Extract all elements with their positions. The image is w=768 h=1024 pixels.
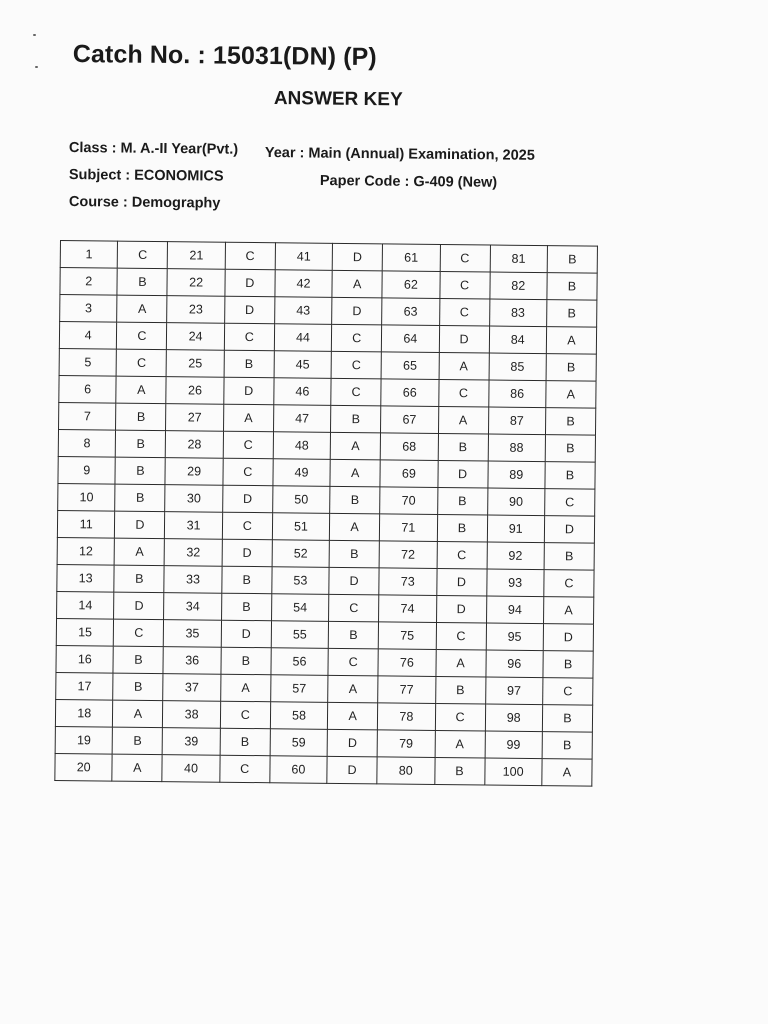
answer-cell: B [329, 540, 379, 568]
answer-cell: A [330, 432, 380, 460]
question-number: 69 [380, 460, 438, 488]
answer-cell: D [329, 567, 379, 595]
answer-cell: D [224, 377, 274, 405]
question-number: 100 [484, 758, 542, 786]
answer-cell: B [115, 457, 165, 485]
answer-cell: D [437, 460, 487, 488]
answer-cell: B [224, 350, 274, 378]
question-number: 35 [164, 620, 222, 648]
course-line [69, 194, 221, 212]
question-number: 30 [165, 485, 223, 513]
answer-cell: C [437, 541, 487, 569]
question-number: 6 [59, 375, 117, 403]
answer-cell: A [223, 404, 273, 432]
answer-cell: A [330, 459, 380, 487]
answer-cell: C [543, 678, 593, 706]
question-number: 41 [275, 243, 333, 271]
class-value: M. A.-II Year(Pvt.) [120, 140, 239, 158]
question-number: 21 [168, 242, 226, 270]
question-number: 25 [166, 350, 224, 378]
question-number: 32 [164, 539, 222, 567]
answer-cell: A [435, 649, 485, 677]
question-number: 95 [486, 623, 544, 651]
question-number: 46 [274, 378, 332, 406]
answer-cell: C [222, 512, 272, 540]
paper-code-line [320, 173, 497, 191]
answer-cell: D [332, 297, 382, 325]
question-number: 76 [378, 649, 436, 677]
answer-cell: B [221, 593, 271, 621]
question-number: 40 [162, 755, 220, 783]
question-number: 3 [60, 295, 118, 323]
answer-cell: B [545, 435, 595, 463]
answer-cell: B [220, 728, 270, 756]
answer-cell: D [327, 729, 377, 757]
catch-number: Catch No. : 15031(DN) (P) [72, 40, 377, 72]
answer-cell: C [439, 271, 489, 299]
question-number: 86 [488, 380, 546, 408]
answer-cell: A [435, 730, 485, 758]
question-number: 37 [163, 674, 221, 702]
question-number: 74 [379, 595, 437, 623]
scan-mark [33, 34, 36, 36]
answer-cell: C [114, 619, 164, 647]
answer-cell: B [544, 543, 594, 571]
answer-cell: D [436, 568, 486, 596]
year-line [265, 145, 535, 164]
answer-cell: A [439, 352, 489, 380]
paper-code-label: Paper Code : [319, 173, 410, 190]
question-number: 43 [274, 297, 332, 325]
question-number: 23 [167, 296, 225, 324]
answer-cell: A [115, 538, 165, 566]
question-number: 10 [58, 483, 116, 511]
answer-cell: C [225, 242, 275, 270]
question-number: 16 [56, 645, 114, 673]
answer-cell: A [328, 702, 378, 730]
question-number: 89 [487, 461, 545, 489]
subject-label: Subject : [68, 167, 131, 184]
question-number: 28 [166, 431, 224, 459]
answer-cell: A [543, 597, 593, 625]
answer-cell: D [332, 243, 382, 271]
document-title: ANSWER KEY [273, 88, 403, 111]
question-number: 98 [485, 704, 543, 732]
question-number: 92 [487, 542, 545, 570]
question-number: 97 [485, 677, 543, 705]
answer-cell: C [435, 703, 485, 731]
question-number: 73 [379, 568, 437, 596]
question-number: 64 [381, 325, 439, 353]
answer-cell: A [220, 674, 270, 702]
answer-cell: B [434, 757, 484, 785]
answer-cell: B [546, 354, 596, 382]
answer-cell: D [225, 269, 275, 297]
answer-cell: B [545, 408, 595, 436]
answer-cell: B [545, 462, 595, 490]
question-number: 90 [487, 488, 545, 516]
question-number: 63 [382, 298, 440, 326]
question-number: 48 [273, 432, 331, 460]
question-number: 14 [57, 591, 115, 619]
question-number: 81 [490, 245, 548, 273]
question-number: 4 [59, 322, 117, 350]
answer-cell: D [115, 511, 165, 539]
question-number: 59 [270, 729, 328, 757]
answer-cell: A [116, 376, 166, 404]
answer-cell: C [223, 458, 273, 486]
answer-cell: A [117, 295, 167, 323]
question-number: 93 [486, 569, 544, 597]
answer-cell: C [436, 622, 486, 650]
question-number: 70 [380, 487, 438, 515]
question-number: 33 [164, 566, 222, 594]
answer-cell: B [547, 246, 597, 274]
question-number: 45 [274, 351, 332, 379]
question-number: 87 [488, 407, 546, 435]
question-number: 11 [57, 510, 115, 538]
answer-cell: C [118, 241, 168, 269]
answer-cell: D [436, 595, 486, 623]
question-number: 65 [381, 352, 439, 380]
answer-cell: B [435, 676, 485, 704]
question-number: 80 [377, 757, 435, 785]
question-number: 99 [485, 731, 543, 759]
question-number: 58 [270, 702, 328, 730]
class-label: Class : [68, 140, 117, 157]
answer-cell: D [222, 539, 272, 567]
answer-cell: C [220, 755, 270, 783]
question-number: 78 [378, 703, 436, 731]
answer-cell: C [116, 349, 166, 377]
answer-cell: C [223, 431, 273, 459]
answer-cell: B [117, 268, 167, 296]
scan-mark [35, 66, 38, 68]
answer-cell: B [116, 403, 166, 431]
answer-cell: D [222, 485, 272, 513]
answer-key-table [54, 240, 598, 787]
question-number: 54 [271, 594, 329, 622]
answer-cell: B [113, 673, 163, 701]
answer-cell: B [328, 621, 378, 649]
question-number: 50 [272, 486, 330, 514]
question-number: 34 [164, 593, 222, 621]
question-number: 67 [381, 406, 439, 434]
answer-cell: B [221, 647, 271, 675]
answer-cell: B [113, 727, 163, 755]
answer-cell: D [114, 592, 164, 620]
question-number: 84 [489, 326, 547, 354]
question-number: 20 [55, 753, 113, 781]
question-number: 56 [271, 648, 329, 676]
question-number: 8 [58, 429, 116, 457]
answer-cell: A [332, 270, 382, 298]
question-number: 77 [378, 676, 436, 704]
question-number: 85 [489, 353, 547, 381]
answer-cell: D [439, 325, 489, 353]
question-number: 62 [382, 271, 440, 299]
question-number: 55 [271, 621, 329, 649]
question-number: 19 [55, 726, 113, 754]
question-number: 39 [162, 728, 220, 756]
answer-key-table-body [55, 241, 598, 787]
question-number: 83 [489, 299, 547, 327]
answer-cell: C [328, 648, 378, 676]
question-number: 2 [60, 268, 118, 296]
answer-cell: B [437, 514, 487, 542]
question-number: 42 [275, 270, 333, 298]
answer-cell: B [542, 705, 592, 733]
question-number: 49 [273, 459, 331, 487]
question-number: 27 [166, 404, 224, 432]
question-number: 7 [59, 402, 117, 430]
question-number: 13 [57, 564, 115, 592]
class-line [69, 140, 238, 158]
answer-cell: D [544, 516, 594, 544]
question-number: 1 [60, 241, 118, 269]
answer-cell: C [220, 701, 270, 729]
answer-cell: B [542, 732, 592, 760]
course-value: Demography [131, 194, 221, 212]
question-number: 72 [379, 541, 437, 569]
subject-value: ECONOMICS [134, 167, 224, 185]
question-number: 88 [488, 434, 546, 462]
answer-cell: B [547, 300, 597, 328]
question-number: 29 [165, 458, 223, 486]
question-number: 66 [381, 379, 439, 407]
question-number: 26 [166, 377, 224, 405]
answer-cell: B [116, 430, 166, 458]
question-number: 18 [55, 699, 113, 727]
question-number: 22 [167, 269, 225, 297]
answer-cell: A [330, 513, 380, 541]
answer-cell: B [113, 646, 163, 674]
answer-cell: D [543, 624, 593, 652]
answer-cell: A [112, 754, 162, 782]
answer-cell: C [544, 570, 594, 598]
question-number: 44 [274, 324, 332, 352]
paper-code-value: G-409 (New) [413, 173, 498, 191]
answer-cell: C [117, 322, 167, 350]
answer-cell: B [115, 484, 165, 512]
answer-cell: B [438, 433, 488, 461]
answer-cell: A [546, 381, 596, 409]
question-number: 94 [486, 596, 544, 624]
question-number: 24 [167, 323, 225, 351]
question-number: 79 [377, 730, 435, 758]
question-number: 17 [56, 672, 114, 700]
answer-cell: C [438, 379, 488, 407]
question-number: 38 [163, 701, 221, 729]
year-value: Main (Annual) Examination, 2025 [308, 145, 535, 164]
answer-cell: A [328, 675, 378, 703]
answer-cell: C [329, 594, 379, 622]
year-label: Year : [264, 145, 305, 162]
question-number: 31 [165, 512, 223, 540]
question-number: 47 [273, 405, 331, 433]
answer-cell: A [542, 759, 592, 787]
question-number: 91 [487, 515, 545, 543]
question-number: 60 [270, 756, 328, 784]
question-number: 82 [489, 272, 547, 300]
question-number: 5 [59, 348, 117, 376]
answer-cell: C [439, 298, 489, 326]
question-number: 15 [56, 618, 114, 646]
answer-cell: B [437, 487, 487, 515]
question-number: 75 [378, 622, 436, 650]
answer-cell: A [546, 327, 596, 355]
question-number: 51 [272, 513, 330, 541]
answer-cell: D [327, 756, 377, 784]
answer-cell: A [438, 406, 488, 434]
question-number: 96 [485, 650, 543, 678]
question-number: 71 [379, 514, 437, 542]
answer-cell: C [440, 244, 490, 272]
table-row [55, 753, 592, 786]
subject-line [69, 167, 224, 185]
answer-cell: B [331, 405, 381, 433]
question-number: 53 [272, 567, 330, 595]
answer-cell: D [221, 620, 271, 648]
answer-cell: B [330, 486, 380, 514]
answer-cell: C [545, 489, 595, 517]
question-number: 9 [58, 456, 116, 484]
answer-cell: B [543, 651, 593, 679]
answer-cell: B [547, 273, 597, 301]
question-number: 61 [382, 244, 440, 272]
question-number: 52 [272, 540, 330, 568]
answer-cell: C [331, 351, 381, 379]
course-label: Course : [68, 194, 128, 211]
answer-cell: C [331, 378, 381, 406]
question-number: 68 [380, 433, 438, 461]
answer-cell: A [113, 700, 163, 728]
answer-cell: B [222, 566, 272, 594]
question-number: 36 [163, 647, 221, 675]
answer-cell: C [332, 324, 382, 352]
answer-cell: C [224, 323, 274, 351]
question-number: 12 [57, 537, 115, 565]
question-number: 57 [270, 675, 328, 703]
answer-cell: B [114, 565, 164, 593]
answer-cell: D [224, 296, 274, 324]
